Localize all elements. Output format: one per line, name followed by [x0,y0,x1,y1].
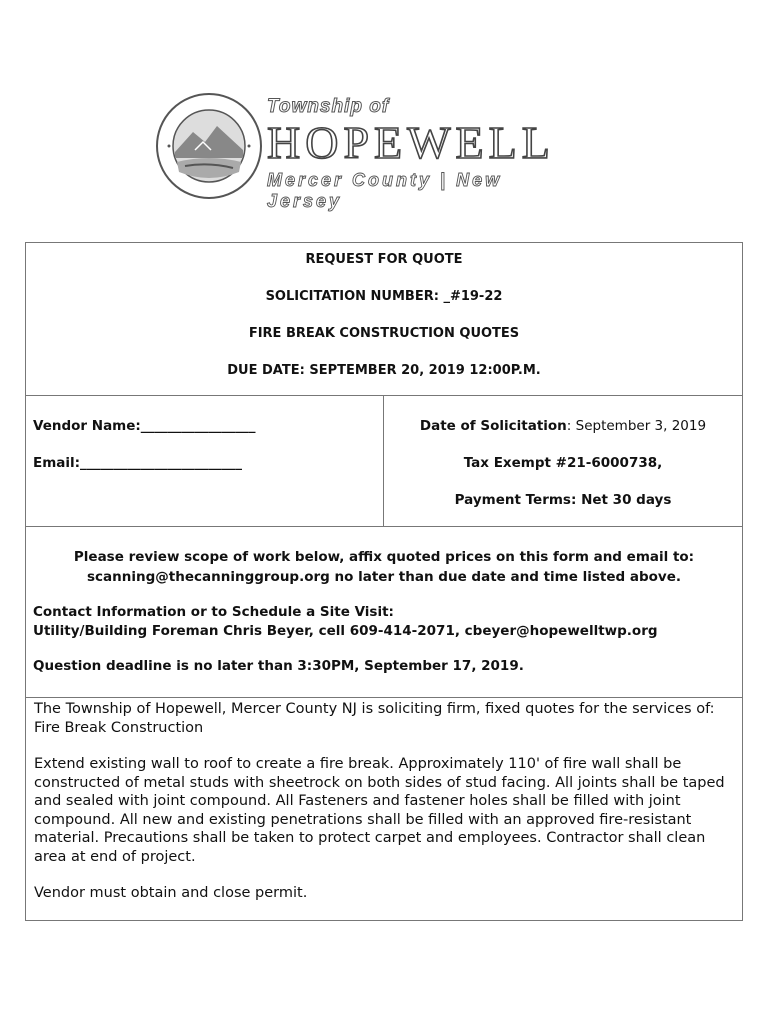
township-seal-icon [155,92,263,200]
form-header [26,243,742,396]
contact-detail: Utility/Building Foreman Chris Beyer, cell 609-414-2071, cbeyer@hopewelltwp.org [33,623,658,639]
solicitation-number: SOLICITATION NUMBER: _#19-22 [265,289,503,304]
due-date: DUE DATE: SEPTEMBER 20, 2019 12:00P.M. [227,363,541,378]
logo-prefix: Township of [267,96,390,117]
tax-exempt: Tax Exempt #21-6000738, [463,455,663,471]
project-title: FIRE BREAK CONSTRUCTION QUOTES [248,326,520,341]
contact-heading: Contact Information or to Schedule a Site Visit: [33,604,394,620]
solicitation-date [384,418,742,455]
vendor-name-field[interactable]: Vendor Name:_________________ [33,418,256,434]
form-title: REQUEST FOR QUOTE [305,252,463,267]
review-line-2: scanning@thecanninggroup.org no later than due date and time listed above. [87,569,681,585]
solicitation-date-label: Date of Solicitation [419,418,567,434]
township-logo [155,92,585,211]
scope-of-work [26,698,742,920]
scope-intro: The Township of Hopewell, Mercer County NJ is soliciting firm, fixed quotes for the services of: Fire Break Construction [34,701,715,736]
solicitation-date-value: : September 3, 2019 [566,418,707,434]
question-deadline: Question deadline is no later than 3:30PM, September 17, 2019. [33,658,524,674]
vendor-email-field[interactable]: Email:________________________ [33,455,243,471]
permit-note: Vendor must obtain and close permit. [34,885,308,901]
instructions-section [26,527,742,698]
quote-form [25,242,743,921]
payment-terms: Payment Terms: Net 30 days [454,492,672,508]
vendor-fields [26,396,384,526]
scope-description: Extend existing wall to roof to create a fire break. Approximately 110' of fire wall shall be constructed of metal studs with sheetrock on both sides of stud facing. All joints shall be taped and sealed with joint compound. All Fasteners and fastener holes shall be filled with joint compound. All new and existing penetrations shall be filled with an approved fire-resistant material. Precautions shall be taken to protect carpet and employees. Contractor shall clean area at end of project. [34,756,725,865]
vendor-info-row [26,396,742,527]
review-instructions [33,547,735,587]
logo-name: HOPEWELL [267,117,555,168]
review-line-1: Please review scope of work below, affix quoted prices on this form and email to: [73,549,695,565]
solicitation-details [384,396,742,526]
logo-subtitle: Mercer County | New Jersey [267,170,503,211]
logo-wordmark [267,96,585,212]
